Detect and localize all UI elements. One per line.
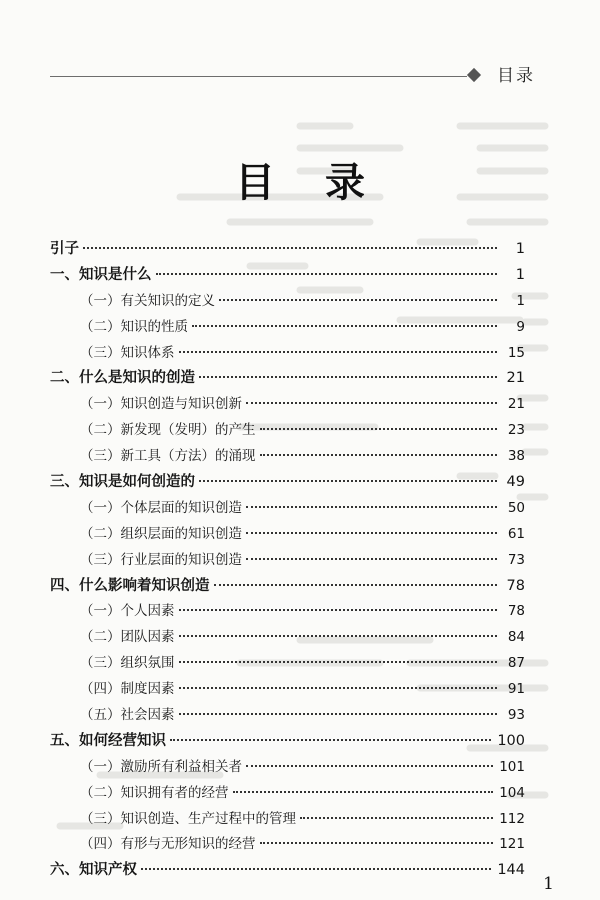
table-of-contents	[50, 237, 525, 884]
toc-entry-page-number: 9	[516, 318, 525, 335]
toc-entry-page-number: 91	[507, 681, 525, 698]
toc-entry-label: （四）有形与无形知识的经营	[80, 836, 256, 853]
dot-leader	[179, 350, 498, 353]
toc-entry-label: （二）知识拥有者的经营	[80, 784, 229, 801]
dot-leader	[170, 738, 491, 741]
toc-entry-page-number: 121	[499, 836, 525, 853]
toc-section-entry[interactable]	[50, 781, 525, 807]
toc-chapter-entry[interactable]	[50, 470, 525, 496]
dot-leader	[179, 634, 498, 637]
toc-section-entry[interactable]	[50, 832, 525, 858]
toc-entry-page-number: 87	[507, 655, 525, 672]
dot-leader	[156, 272, 498, 275]
toc-entry-page-number: 1	[516, 292, 525, 309]
dot-leader	[214, 583, 498, 586]
toc-entry-label: （二）新发现（发明）的产生	[80, 422, 256, 439]
page-title: 目 录	[235, 160, 383, 206]
dot-leader	[199, 479, 497, 482]
toc-entry-label: （二）组织层面的知识创造	[80, 525, 242, 542]
dot-leader	[246, 764, 493, 767]
toc-entry-page-number: 112	[499, 810, 525, 827]
toc-entry-page-number: 61	[507, 525, 525, 542]
toc-section-entry[interactable]	[50, 522, 525, 548]
running-header-title: 目录	[497, 66, 535, 86]
dot-leader	[179, 608, 498, 611]
toc-section-entry[interactable]	[50, 703, 525, 729]
toc-entry-label: （三）新工具（方法）的涌现	[80, 448, 256, 465]
toc-entry-page-number: 49	[506, 474, 525, 491]
toc-entry-page-number: 15	[507, 344, 525, 361]
dot-leader	[260, 453, 498, 456]
toc-entry-label: （一）有关知识的定义	[80, 292, 215, 309]
toc-section-entry[interactable]	[50, 651, 525, 677]
dot-leader	[246, 531, 497, 534]
toc-entry-label: （二）知识的性质	[80, 318, 188, 335]
dot-leader	[260, 427, 498, 430]
toc-entry-label: （一）个人因素	[80, 603, 175, 620]
dot-leader	[233, 790, 494, 793]
toc-entry-label: 四、什么影响着知识创造	[50, 577, 210, 594]
dot-leader	[179, 660, 498, 663]
toc-chapter-entry[interactable]	[50, 858, 525, 884]
dot-leader	[199, 375, 497, 378]
toc-entry-label: 六、知识产权	[50, 862, 137, 879]
toc-section-entry[interactable]	[50, 599, 525, 625]
toc-entry-label: （五）社会因素	[80, 707, 175, 724]
toc-entry-page-number: 1	[515, 266, 525, 283]
toc-entry-label: 五、如何经营知识	[50, 732, 166, 749]
toc-entry-page-number: 144	[497, 862, 525, 879]
toc-entry-page-number: 21	[506, 370, 525, 387]
toc-entry-label: （三）知识创造、生产过程中的管理	[80, 810, 296, 827]
toc-entry-label: （三）知识体系	[80, 344, 175, 361]
toc-section-entry[interactable]	[50, 315, 525, 341]
toc-chapter-entry[interactable]	[50, 263, 525, 289]
toc-entry-label: （三）组织氛围	[80, 655, 175, 672]
toc-chapter-entry[interactable]	[50, 237, 525, 263]
toc-chapter-entry[interactable]	[50, 574, 525, 600]
toc-entry-label: 三、知识是如何创造的	[50, 474, 195, 491]
toc-section-entry[interactable]	[50, 341, 525, 367]
toc-section-entry[interactable]	[50, 807, 525, 833]
toc-entry-page-number: 21	[507, 396, 525, 413]
dot-leader	[179, 686, 498, 689]
toc-entry-label: 二、什么是知识的创造	[50, 370, 195, 387]
toc-section-entry[interactable]	[50, 444, 525, 470]
page-number: 1	[543, 874, 554, 894]
dot-leader	[260, 841, 494, 844]
dot-leader	[192, 324, 497, 327]
diamond-icon	[467, 68, 481, 82]
header-rule	[50, 76, 467, 77]
toc-entry-page-number: 38	[507, 448, 525, 465]
dot-leader	[246, 557, 497, 560]
toc-entry-label: （三）行业层面的知识创造	[80, 551, 242, 568]
toc-entry-label: 引子	[50, 241, 79, 257]
dot-leader	[83, 246, 497, 249]
toc-entry-page-number: 78	[507, 603, 525, 620]
toc-chapter-entry[interactable]	[50, 366, 525, 392]
toc-entry-label: （一）知识创造与知识创新	[80, 396, 242, 413]
toc-section-entry[interactable]	[50, 755, 525, 781]
dot-leader	[246, 505, 497, 508]
toc-entry-page-number: 100	[497, 732, 525, 749]
toc-entry-page-number: 73	[507, 551, 525, 568]
toc-entry-page-number: 23	[507, 422, 525, 439]
toc-section-entry[interactable]	[50, 418, 525, 444]
toc-entry-page-number: 50	[507, 499, 525, 516]
toc-section-entry[interactable]	[50, 289, 525, 315]
toc-section-entry[interactable]	[50, 392, 525, 418]
dot-leader	[141, 867, 491, 870]
dot-leader	[246, 401, 497, 404]
toc-entry-page-number: 84	[507, 629, 525, 646]
toc-section-entry[interactable]	[50, 496, 525, 522]
toc-entry-page-number: 93	[507, 707, 525, 724]
toc-entry-label: （二）团队因素	[80, 629, 175, 646]
toc-entry-page-number: 101	[499, 758, 525, 775]
toc-entry-page-number: 104	[499, 784, 525, 801]
toc-entry-label: （一）激励所有利益相关者	[80, 758, 242, 775]
toc-entry-page-number: 1	[515, 241, 525, 257]
toc-entry-label: （一）个体层面的知识创造	[80, 499, 242, 516]
toc-entry-label: 一、知识是什么	[50, 266, 152, 283]
toc-section-entry[interactable]	[50, 548, 525, 574]
dot-leader	[219, 298, 497, 301]
toc-chapter-entry[interactable]	[50, 729, 525, 755]
toc-entry-page-number: 78	[506, 577, 525, 594]
dot-leader	[300, 816, 493, 819]
toc-section-entry[interactable]	[50, 625, 525, 651]
toc-entry-label: （四）制度因素	[80, 681, 175, 698]
running-header	[50, 64, 535, 90]
toc-section-entry[interactable]	[50, 677, 525, 703]
dot-leader	[179, 712, 498, 715]
